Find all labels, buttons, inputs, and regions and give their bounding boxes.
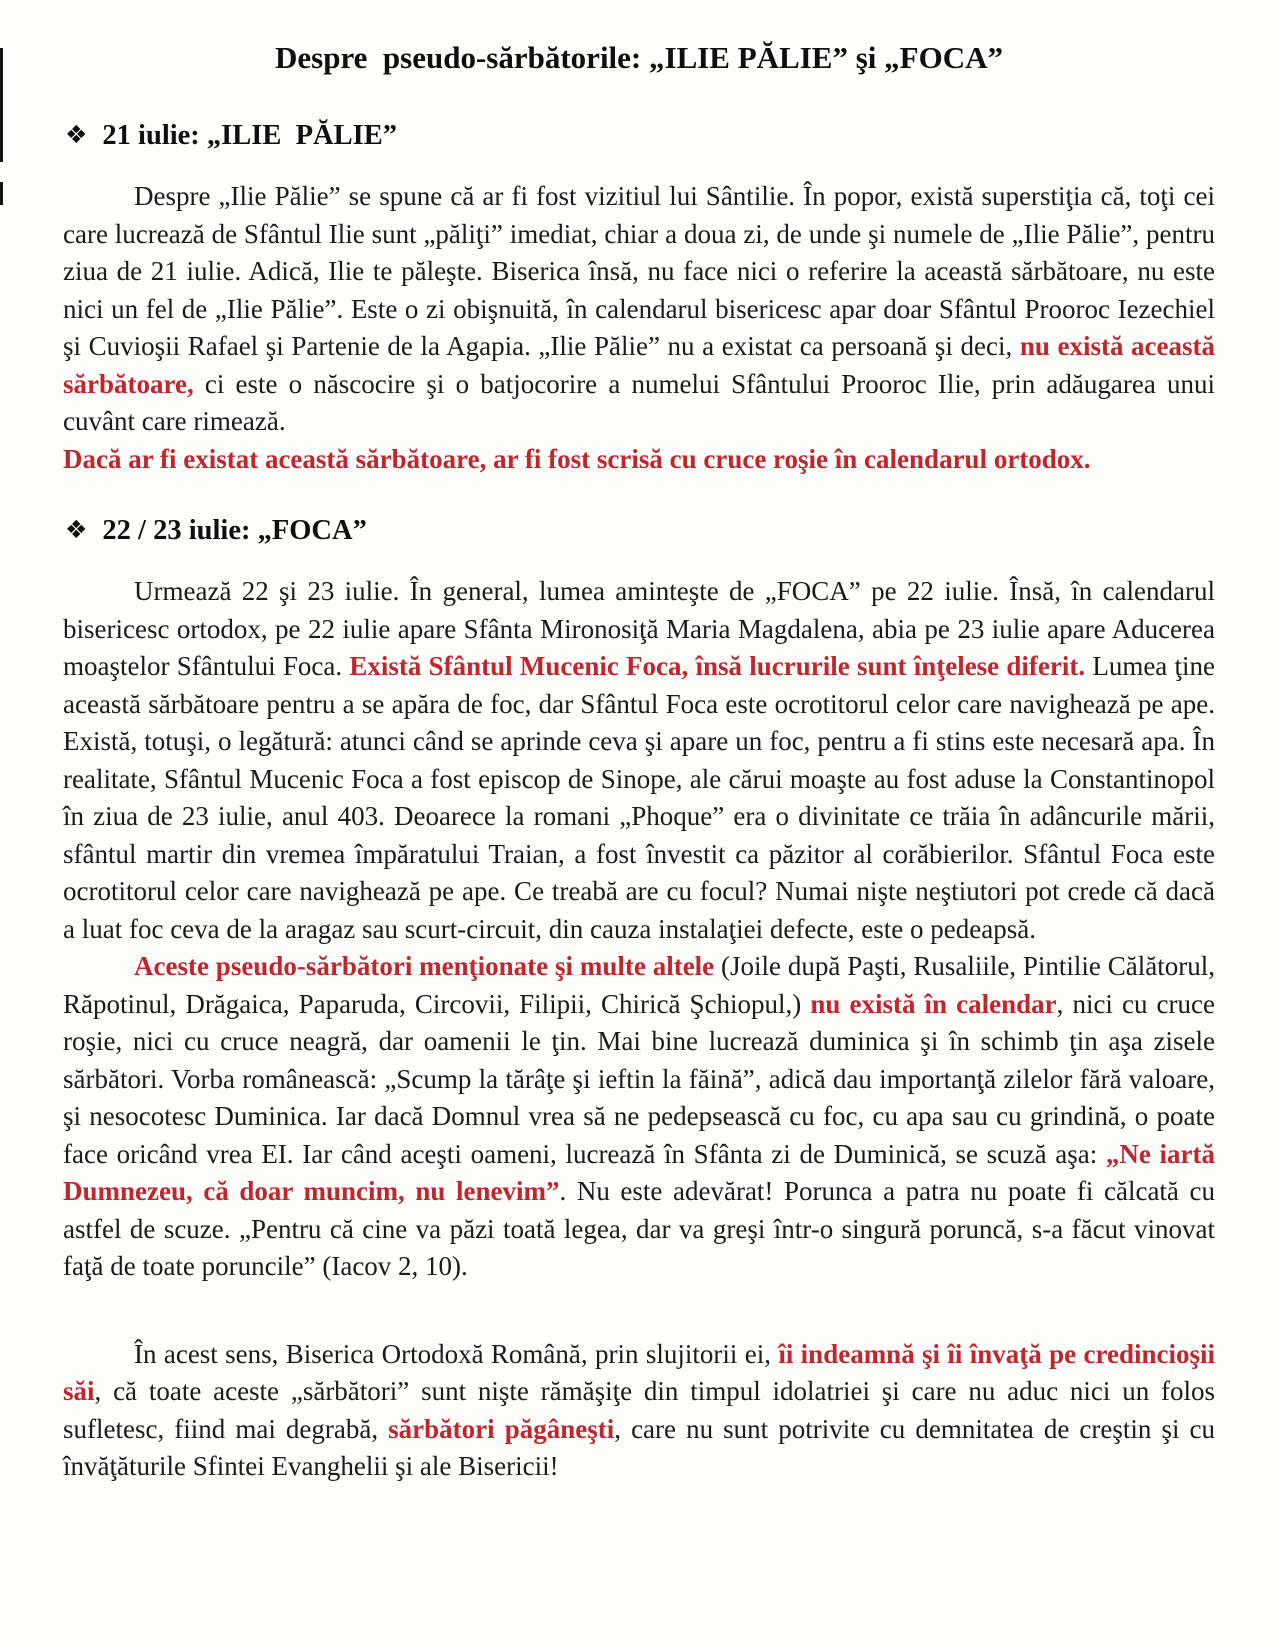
document-title: Despre pseudo-sărbătorile: „ILIE PĂLIE” şi „FOCA” — [275, 40, 1003, 75]
body-text: , nici cu cruce roşie, nici cu cruce neagră, dar oamenii le ţin. Mai bine lucrează duminica şi în schimb ţin aşa zisele sărbători. Vorba românească: „Scump la tărâţe şi ieftin la făină”, adică dau importanţă zilelor fără valoare, şi nesocotesc Duminica. Iar dacă Domnul vrea să ne pedepsească cu foc, cu apa sau cu grindină, o poate face oricând vrea EI. Iar când aceşti oameni, lucrează în Sfânta zi de Duminică, se scuză aşa: — [63, 988, 1216, 1169]
scan-artifact-line — [0, 48, 3, 162]
body-text: . Nu este adevărat! Porunca a patra nu poate fi călcată cu astfel de scuze. „Pentru că cine va păzi toată legea, dar va greşi într-o singură poruncă, s-a făcut vinovat faţă de toate poruncile” (Iacov 2, 10). — [63, 1176, 1215, 1281]
scan-artifact-line — [0, 182, 3, 205]
body-text: ci este o născocire şi o batjocorire a numelui Sfântului Prooroc Ilie, prin adăugarea unui cuvânt care rimează. — [63, 368, 1215, 436]
section-heading-label: 21 iulie: „ILIE PĂLIE” — [102, 120, 397, 151]
paragraph-foca-body — [63, 573, 1215, 948]
body-text: (Joile după Paşti, Rusaliile, Pintilie Călătorul, Răpotinul, Drăgaica, Paparuda, Circovii, Filipii, Chirică Şchiopul,) — [63, 951, 1215, 1019]
red-emphasis-text: Există Sfântul Mucenic Foca, însă lucrurile sunt înţelese diferit. — [349, 651, 1086, 681]
paragraph-pseudo-holidays — [63, 948, 1215, 1286]
section-ilie-palie — [63, 120, 1215, 478]
red-emphasis-text: îi indeamnă şi îi învaţă pe credincioşii săi — [63, 1338, 1215, 1406]
diamond-bullet-icon: ❖ — [65, 120, 88, 149]
red-emphasis-text: nu există în calendar — [810, 988, 1057, 1019]
body-text: , care nu sunt potrivite cu demnitatea de creştin şi cu învăţăturile Sfintei Evanghelii şi ale Bisericii! — [63, 1413, 1216, 1481]
body-text: În acest sens, Biserica Ortodoxă Română, prin slujitorii ei, — [134, 1338, 779, 1369]
red-emphasis-text: „Ne iartă Dumnezeu, că doar muncim, nu lenevim” — [63, 1138, 1215, 1206]
body-text: Despre „Ilie Pălie” se spune că ar fi fost vizitiul lui Sântilie. În popor, există superstiţia că, toţi cei care lucrează de Sfântul Ilie sunt „păliţi” imediat, chiar a doua zi, de unde şi numele de „Ilie Pălie”, pentru ziua de 21 iulie. Adică, Ilie te păleşte. Biserica însă, nu face nici o referire la această sărbătoare, nu este nici un fel de „Ilie Pălie”. Este o zi obişnuită, în calendarul bisericesc apar doar Sfântul Prooroc Iezechiel şi Cuvioşii Rafael şi Partenie de la Agapia. „Ilie Pălie” nu a existat ca persoană şi deci, — [63, 181, 1215, 361]
red-emphasis-text: Aceste pseudo-sărbători menţionate şi multe altele — [134, 951, 715, 981]
section-heading-foca — [65, 515, 1215, 547]
body-text: Urmează 22 şi 23 iulie. În general, lumea aminteşte de „FOCA” pe 22 iulie. Însă, în calendarul bisericesc ortodox, pe 22 iulie apare Sfânta Mironosiţă Maria Magdalena, abia pe 23 iulie apare Aducerea moaştelor Sfântului Foca. — [63, 576, 1215, 681]
paragraph-red-conclusion — [63, 441, 1215, 479]
paragraph-church-conclusion — [63, 1336, 1215, 1486]
body-text: , că toate aceste „sărbători” sunt nişte rămăşiţe din timpul idolatriei şi care nu aduc nici un folos sufletesc, fiind mai degrabă, — [63, 1376, 1215, 1444]
section-heading-label: 22 / 23 iulie: „FOCA” — [102, 515, 367, 546]
red-emphasis-text: Dacă ar fi existat această sărbătoare, ar fi fost scrisă cu cruce roşie în calendarul ortodox. — [63, 443, 1091, 474]
paragraph-ilie-palie-body — [63, 178, 1215, 441]
red-emphasis-text: nu există această sărbătoare, — [63, 331, 1216, 399]
diamond-bullet-icon: ❖ — [65, 515, 88, 544]
section-heading-ilie-palie — [65, 120, 1215, 152]
body-text: Lumea ţine această sărbătoare pentru a se apăra de foc, dar Sfântul Foca este ocrotitorul celor care navighează pe ape. Există, totuşi, o legătură: atunci când se aprinde ceva şi apare un foc, pentru a fi stins este necesară apa. În realitate, Sfântul Mucenic Foca a fost episcop de Sinope, ale cărui moaşte au fost aduse la Constantinopol în ziua de 23 iulie, anul 403. Deoarece la romani „Phoque” era o divinitate ce trăia în adâncurile mării, sfântul martir din vremea împăratului Traian, a fost învestit ca păzitor al corăbierilor. Sfântul Foca este ocrotitorul celor care navighează pe ape. Ce treabă are cu focul? Numai nişte neştiutori pot crede că dacă a luat foc ceva de la aragaz sau scurt-circuit, din cauza instalaţiei defecte, este o pedeapsă. — [63, 651, 1216, 944]
section-foca — [63, 515, 1215, 1486]
red-emphasis-text: sărbători păgâneşti — [388, 1413, 615, 1444]
